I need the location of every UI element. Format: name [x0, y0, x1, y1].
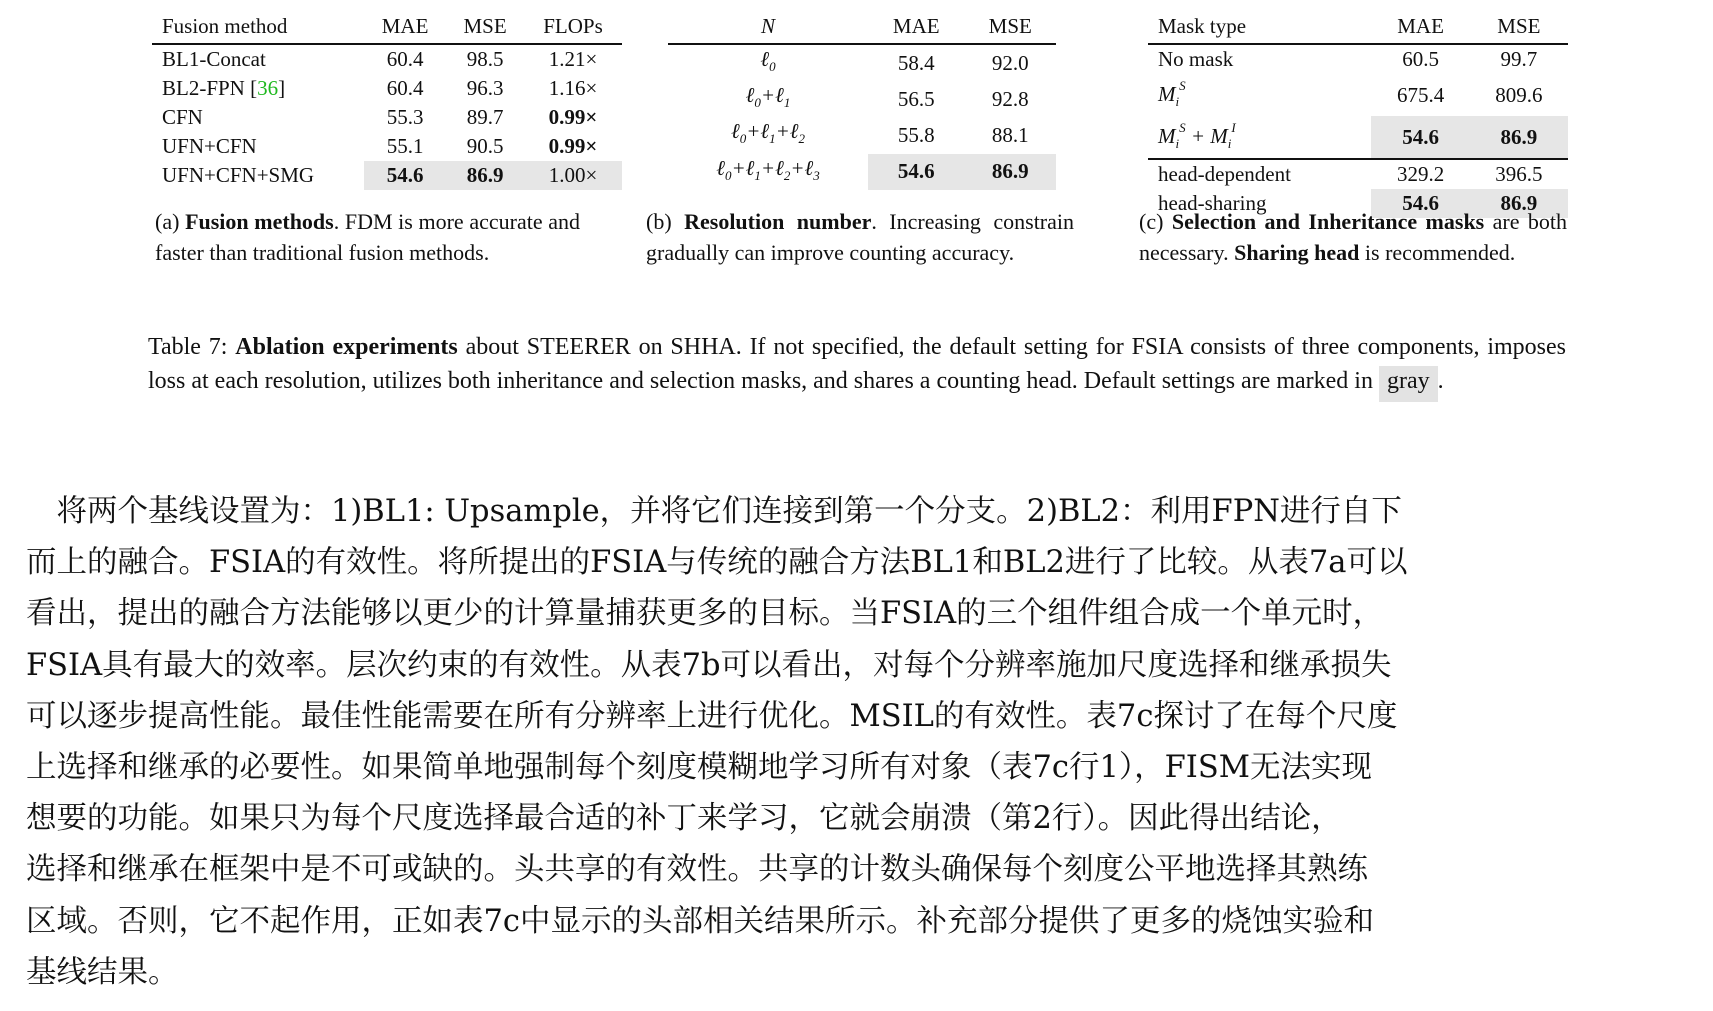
cell-method: CFN: [162, 105, 203, 129]
caption-text-end: is recommended.: [1359, 240, 1516, 265]
cell-mse: 99.7: [1500, 47, 1538, 71]
header-mse: MSE: [1497, 13, 1541, 38]
cell-type: $M_i^S + M_i^I$: [1158, 120, 1236, 152]
cell-method: UFN+CFN: [162, 134, 257, 158]
paragraph-line: FSIA具有最大的效率。层次约束的有效性。从表7b可以看出，对每个分辨率施加尺度选择和继承损失: [26, 647, 1392, 683]
cell-n: ℓ$_0$+ℓ$_1$+ℓ$_2$+ℓ$_3$: [716, 155, 820, 183]
cell-type: $M_i^S$: [1158, 78, 1186, 110]
cell-mse-default: 86.9: [446, 161, 524, 190]
citation-link[interactable]: 36: [257, 76, 279, 100]
table-row: [668, 117, 1056, 153]
table-a-block: [152, 10, 622, 190]
cell-method: UFN+CFN+SMG: [162, 163, 315, 187]
table-row: [152, 161, 622, 190]
paragraph-line: 而上的融合。FSIA的有效性。将所提出的FSIA与传统的融合方法BL1和BL2进行了比较。从表7a可以: [26, 545, 1408, 581]
caption-prefix: Table 7:: [148, 334, 236, 360]
caption-label: (b): [646, 209, 672, 234]
cell-mae: 55.1: [386, 134, 424, 158]
cell-type: head-dependent: [1158, 162, 1291, 187]
paragraph-line: 基线结果。: [26, 954, 179, 990]
table-row: [668, 81, 1056, 117]
table-row: [668, 44, 1056, 81]
table-c-mask-type: [1148, 10, 1568, 218]
cell-n: ℓ$_0$: [760, 47, 776, 75]
header-fusion-method: Fusion method: [162, 13, 288, 38]
cell-mae: 60.5: [1402, 47, 1439, 71]
caption-label: (a): [155, 209, 180, 234]
cell-mse: 90.5: [466, 134, 504, 158]
table-a-fusion-methods: [152, 10, 622, 190]
cell-mse-default: 86.9: [1470, 189, 1568, 218]
cell-type: head-sharing: [1158, 191, 1267, 216]
ablation-tables: [0, 10, 1713, 310]
header-mse: MSE: [463, 13, 507, 38]
cell-mae: 55.3: [386, 105, 424, 129]
cell-mse-default: 86.9: [965, 154, 1056, 190]
gray-marker: gray: [1379, 366, 1438, 402]
cell-flops: 0.99×: [548, 134, 598, 158]
cell-mse-default: 86.9: [1470, 116, 1568, 159]
caption-text: about STEERER on SHHA. If not specified, the default setting for FSIA consists of three components, imposes loss at each resolution, utilizes both inheritance and selection masks, and shares a counting head. Default settings are marked in: [148, 334, 1567, 394]
header-mae: MAE: [1397, 13, 1444, 38]
caption-bold: Resolution number: [684, 209, 872, 234]
cell-flops: 0.99×: [548, 105, 598, 129]
paragraph-line: 想要的功能。如果只为每个尺度选择最合适的补丁来学习，它就会崩溃（第2行）。因此得出结论，: [26, 801, 1342, 837]
paragraph-line: 看出，提出的融合方法能够以更少的计算量捕获更多的目标。当FSIA的三个组件组合成一个单元时，: [26, 596, 1384, 632]
cell-method: BL1-Concat: [162, 47, 266, 71]
table-row: [1148, 74, 1568, 116]
body-paragraph: [26, 486, 1704, 998]
cell-mae: 329.2: [1396, 162, 1445, 187]
method-text-end: ]: [278, 76, 286, 100]
table-row: [152, 44, 622, 74]
cell-mse: 809.6: [1495, 82, 1543, 107]
cell-type: No mask: [1158, 47, 1234, 71]
caption-text: are both necessary.: [1139, 209, 1568, 265]
table-b-block: [668, 10, 1056, 190]
cell-mse: 98.5: [466, 47, 504, 71]
cell-flops: 1.21×: [548, 47, 598, 71]
table-row: [1148, 116, 1568, 159]
caption-text: . FDM is more accurate and faster than traditional fusion methods.: [155, 209, 580, 265]
table-7-caption: [148, 330, 1566, 398]
paragraph-line: 可以逐步提高性能。最佳性能需要在所有分辨率上进行优化。MSIL的有效性。表7c探讨了在每个尺度: [26, 698, 1398, 734]
cell-mse: 92.0: [991, 50, 1029, 75]
paragraph-line: 区域。否则，它不起作用，正如表7c中显示的头部相关结果所示。补充部分提供了更多的烧蚀实验和: [26, 903, 1374, 939]
table-row: [152, 132, 622, 161]
cell-mae-default: 54.6: [868, 154, 965, 190]
cell-mse: 92.8: [991, 86, 1029, 111]
table-row: [1148, 159, 1568, 189]
header-mse: MSE: [988, 13, 1032, 38]
cell-mae-default: 54.6: [1371, 189, 1469, 218]
cell-mae: 56.5: [897, 86, 935, 111]
table-row: [152, 74, 622, 103]
table-row: [152, 103, 622, 132]
cell-mse: 96.3: [466, 76, 504, 100]
cell-n: ℓ$_0$+ℓ$_1$+ℓ$_2$: [730, 119, 806, 147]
cell-mae: 675.4: [1396, 82, 1445, 107]
paragraph-line: 上选择和继承的必要性。如果简单地强制每个刻度模糊地学习所有对象（表7c行1），FISM无法实现: [26, 750, 1372, 786]
cell-mae: 55.8: [897, 122, 935, 147]
table-row: [668, 154, 1056, 190]
cell-flops: 1.16×: [548, 76, 598, 100]
table-b-resolution-number: [668, 10, 1056, 190]
cell-mae-default: 54.6: [364, 161, 446, 190]
caption-c: [1139, 206, 1567, 268]
caption-a: [155, 206, 580, 268]
cell-mae: 60.4: [386, 76, 424, 100]
cell-mse: 89.7: [466, 105, 504, 129]
caption-end: .: [1437, 368, 1444, 394]
cell-flops-default: 1.00×: [524, 161, 622, 190]
header-mae: MAE: [892, 13, 940, 38]
caption-text: . Increasing constrain gradually can improve counting accuracy.: [646, 209, 1075, 265]
cell-n: ℓ$_0$+ℓ$_1$: [745, 83, 791, 111]
method-text: BL2-FPN [: [162, 76, 258, 100]
caption-bold: Fusion methods: [185, 209, 334, 234]
cell-mae: 58.4: [897, 50, 935, 75]
caption-b: [646, 206, 1074, 268]
cell-mae-default: 54.6: [1371, 116, 1469, 159]
cell-method: [152, 74, 364, 103]
paragraph-line: 选择和继承在框架中是不可或缺的。头共享的有效性。共享的计数头确保每个刻度公平地选择其熟练: [26, 852, 1368, 888]
cell-mae: 60.4: [386, 47, 424, 71]
caption-bold: Selection and Inheritance masks: [1171, 209, 1485, 234]
table-c-block: [1148, 10, 1568, 218]
table-row: [1148, 44, 1568, 74]
header-flops: FLOPs: [543, 13, 603, 38]
header-mask-type: Mask type: [1158, 13, 1247, 38]
paragraph-line: 将两个基线设置为：1)BL1: Upsample，并将它们连接到第一个分支。2)BL2：利用FPN进行自下: [26, 494, 1402, 529]
caption-bold: Ablation experiments: [235, 334, 458, 360]
cell-mse: 88.1: [991, 122, 1029, 147]
cell-mse: 396.5: [1495, 162, 1543, 187]
header-mae: MAE: [381, 13, 429, 38]
header-n: N: [760, 13, 775, 38]
caption-bold-2: Sharing head: [1234, 240, 1360, 265]
caption-label: (c): [1139, 209, 1164, 234]
